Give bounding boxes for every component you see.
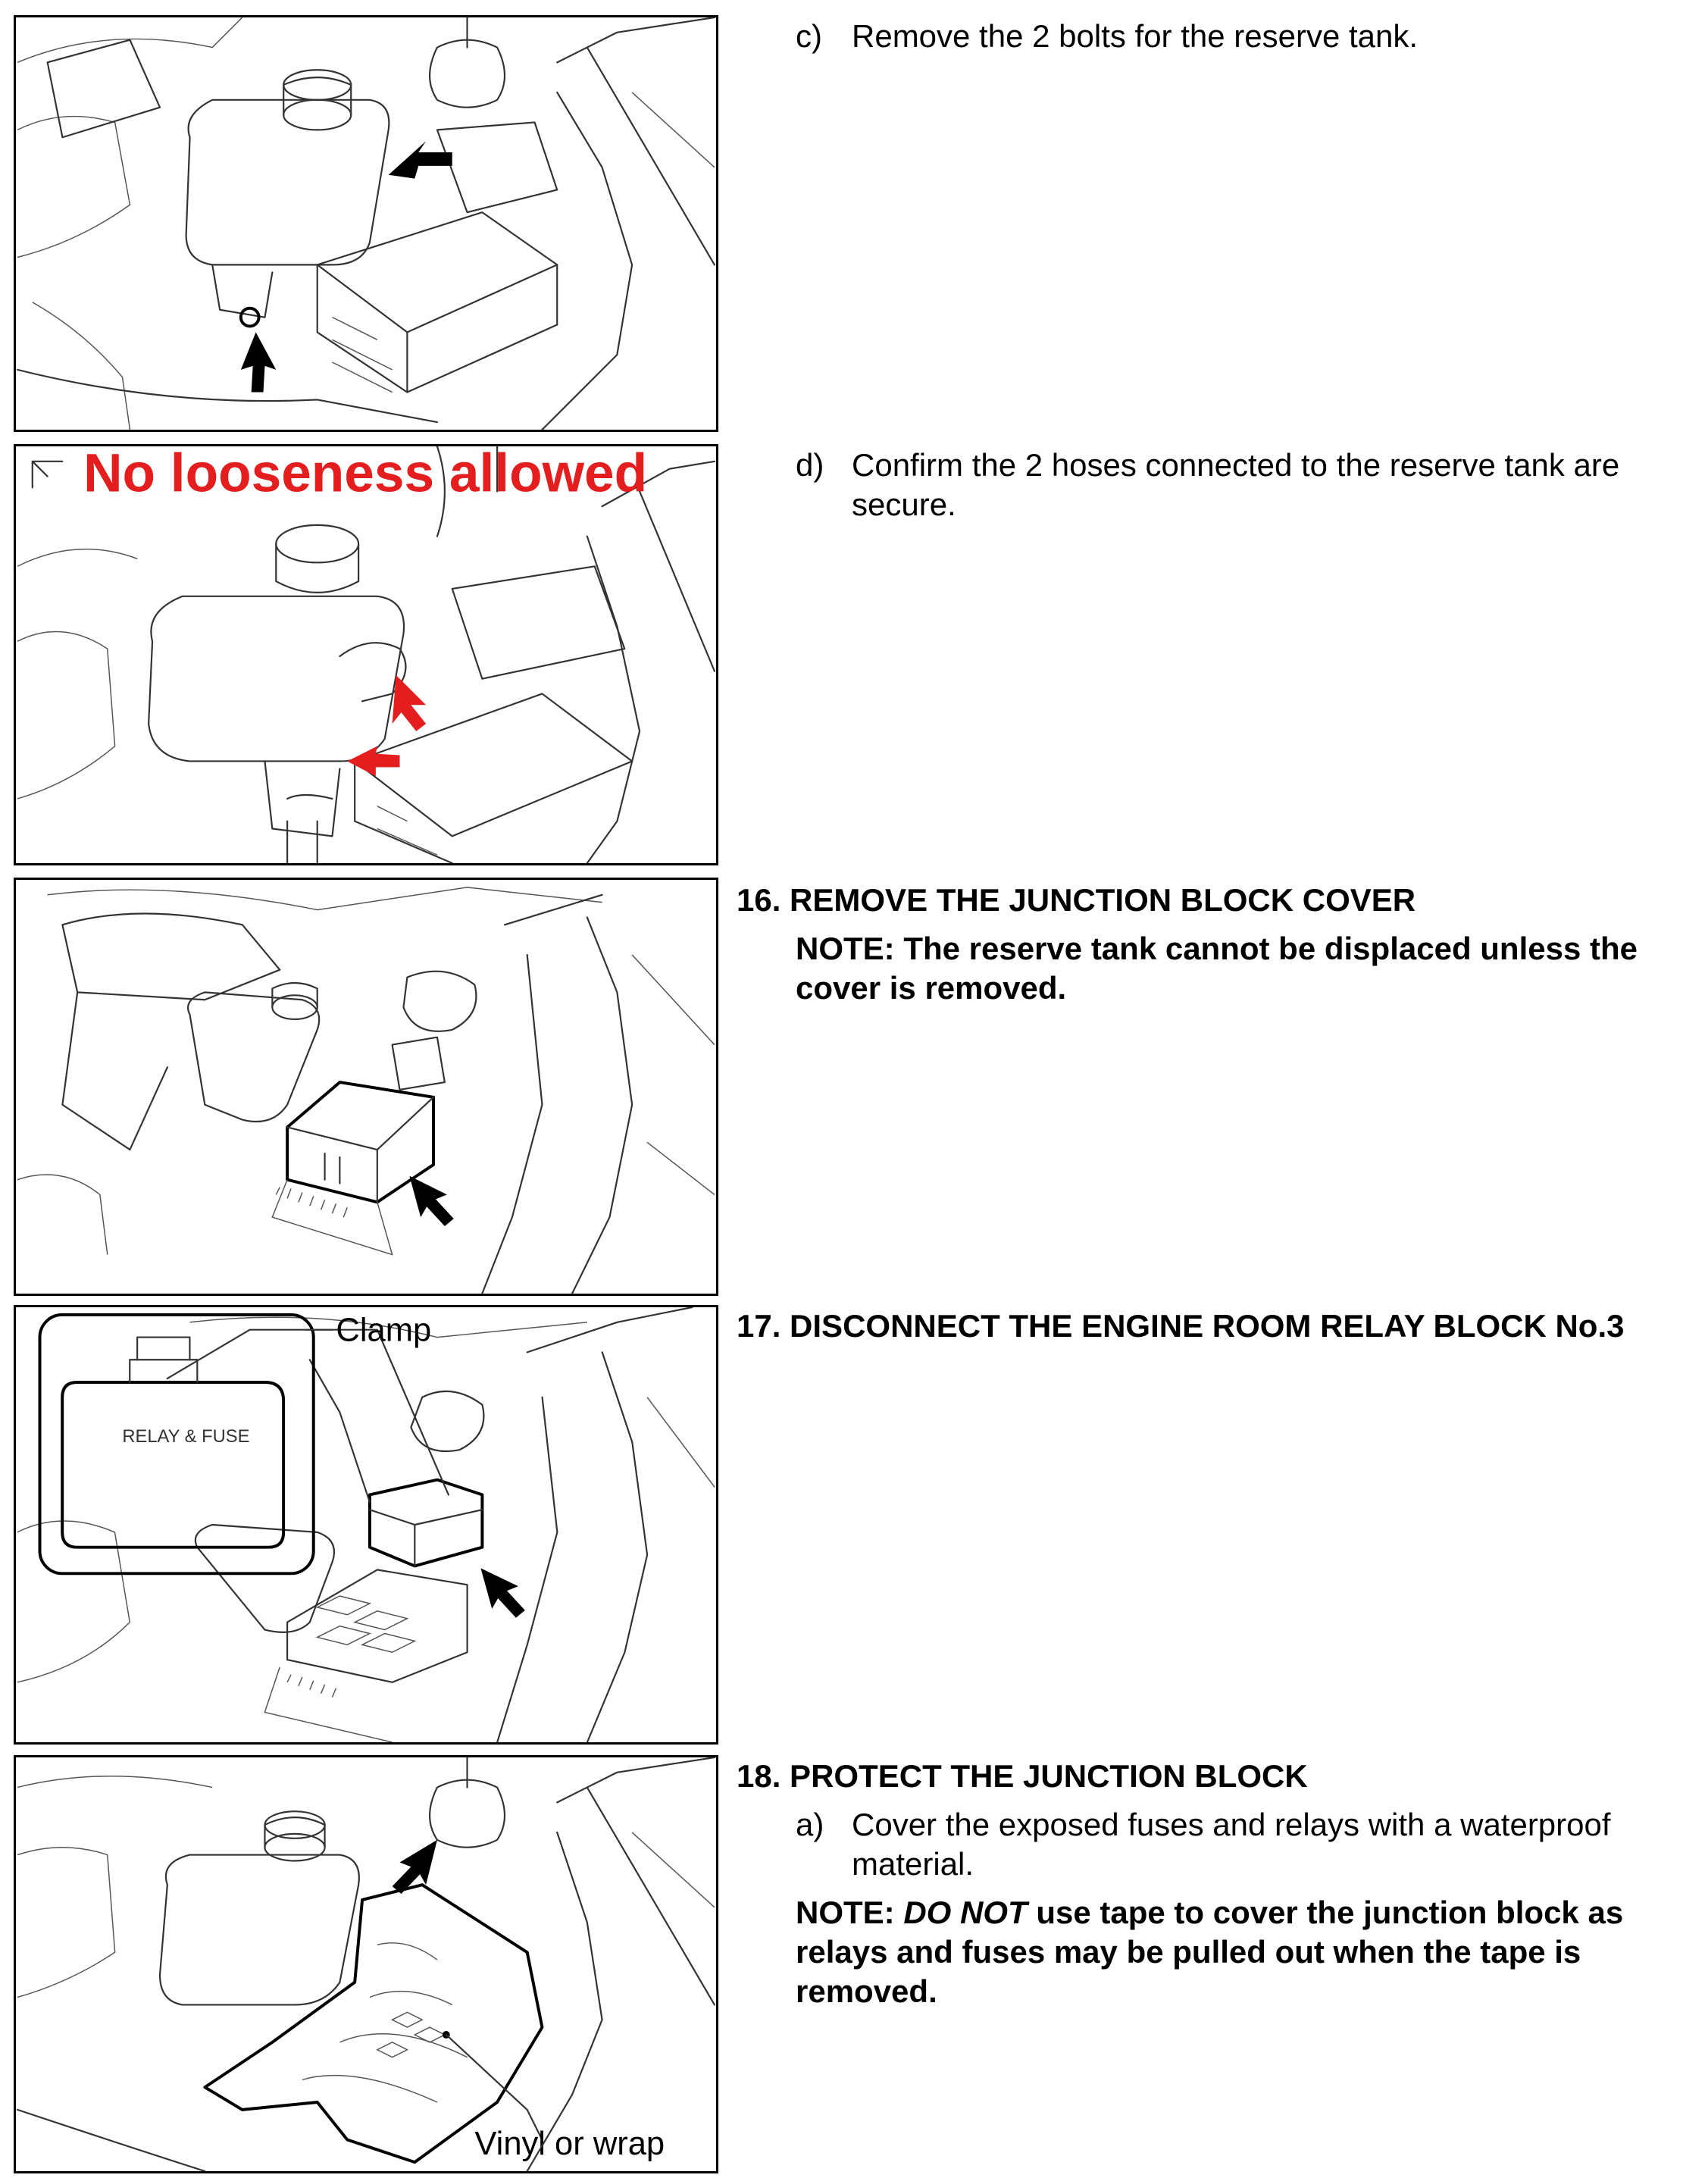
step-letter-d: d) <box>796 447 824 483</box>
warning-pointer-icon <box>33 462 63 488</box>
vinyl-wrap-sheet <box>205 1885 542 2162</box>
section-17-heading: 17. DISCONNECT THE ENGINE ROOM RELAY BLOCK No.3 <box>737 1308 1625 1344</box>
section-18-note-rest: use tape to cover the junction block as relays and fuses may be pulled out when the tape is removed. <box>796 1895 1624 2009</box>
vinyl-wrap-label: Vinyl or wrap <box>474 2126 665 2163</box>
figure-relay-block <box>14 1305 718 1745</box>
arrow-relay-block-icon <box>480 1568 524 1617</box>
figure-remove-bolts <box>14 15 718 432</box>
arrow-bolt-lower-icon <box>241 332 276 392</box>
step-text-c: Remove the 2 bolts for the reserve tank. <box>852 18 1419 54</box>
arrow-hose-upper-icon <box>393 675 427 731</box>
section-18-heading: 18. PROTECT THE JUNCTION BLOCK <box>737 1758 1308 1794</box>
clamp-label: Clamp <box>336 1312 432 1349</box>
engine-bay-illustration-4 <box>16 1307 716 1742</box>
relay-fuse-box <box>62 1382 283 1547</box>
engine-bay-illustration-5 <box>16 1757 716 2171</box>
relay-fuse-label: RELAY & FUSE <box>122 1426 250 1447</box>
step-letter-c: c) <box>796 18 822 54</box>
figure-protect-junction-block <box>14 1755 718 2173</box>
warning-label: No looseness allowed <box>83 446 648 504</box>
section-18-note <box>796 1893 1697 2011</box>
section-18-step-text: Cover the exposed fuses and relays with a waterproof material. <box>852 1807 1611 1882</box>
figure-junction-block-cover <box>14 878 718 1296</box>
engine-bay-illustration-2 <box>16 446 716 863</box>
section-16-note: NOTE: The reserve tank cannot be displaced unless the cover is removed. <box>796 931 1638 1006</box>
engine-bay-illustration-3 <box>16 880 716 1294</box>
figure-confirm-hoses <box>14 444 718 865</box>
engine-bay-illustration-1 <box>16 17 716 430</box>
section-18-step-letter: a) <box>796 1807 824 1842</box>
section-18-note-prefix: NOTE: <box>796 1895 904 1930</box>
section-18-note-emphasis: DO NOT <box>903 1895 1028 1930</box>
step-text-d: Confirm the 2 hoses connected to the reserve tank are secure. <box>852 447 1620 522</box>
section-16-heading: 16. REMOVE THE JUNCTION BLOCK COVER <box>737 882 1416 918</box>
arrow-cover-icon <box>409 1176 453 1226</box>
